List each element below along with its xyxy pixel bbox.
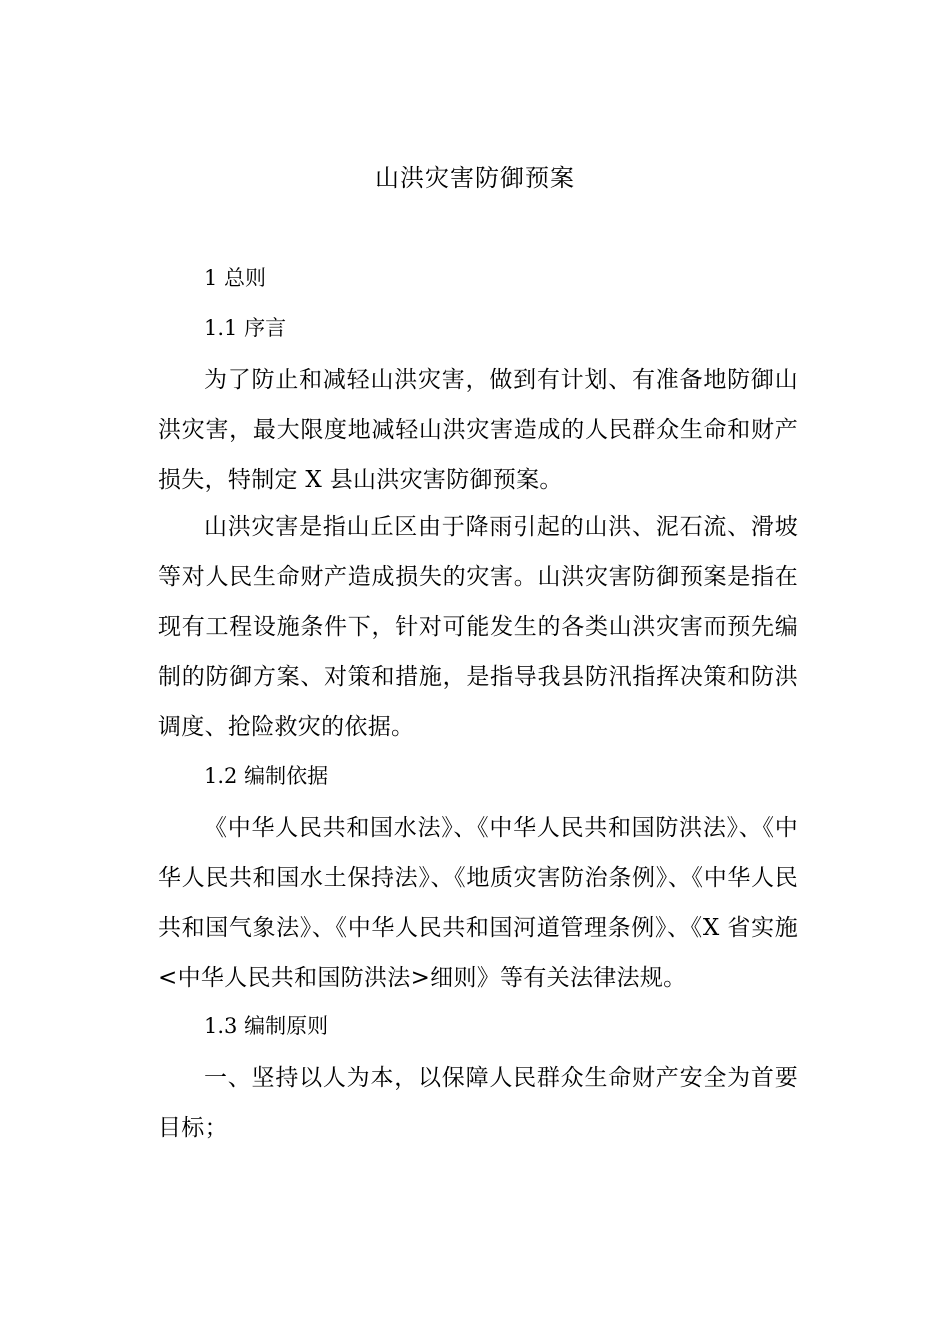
- heading-basis: 1.2 编制依据: [204, 764, 329, 788]
- document-title: 山洪灾害防御预案: [375, 164, 575, 192]
- paragraph-legal-basis: 《中华人民共和国水法》、《中华人民共和国防洪法》、《中华人民共和国水土保持法》、《地质灾害防治条例》、《中华人民共和国气象法》、《中华人民共和国河道管理条例》、《X 省实施<中华人民共和国防洪法>细则》等有关法律法规。: [158, 815, 798, 991]
- heading-principles: 1.3 编制原则: [204, 1014, 329, 1038]
- heading-general-principles: 1 总则: [204, 266, 267, 290]
- heading-preface: 1.1 序言: [204, 316, 287, 340]
- paragraph-purpose: 为了防止和减轻山洪灾害，做到有计划、有准备地防御山洪灾害，最大限度地减轻山洪灾害造成的人民群众生命和财产损失，特制定 X 县山洪灾害防御预案。: [158, 367, 798, 493]
- paragraph-definition: 山洪灾害是指山丘区由于降雨引起的山洪、泥石流、滑坡等对人民生命财产造成损失的灾害。山洪灾害防御预案是指在现有工程设施条件下，针对可能发生的各类山洪灾害而预先编制的防御方案、对策和措施，是指导我县防汛指挥决策和防洪调度、抢险救灾的依据。: [158, 514, 798, 740]
- paragraph-principle-one: 一、坚持以人为本，以保障人民群众生命财产安全为首要目标；: [158, 1065, 798, 1141]
